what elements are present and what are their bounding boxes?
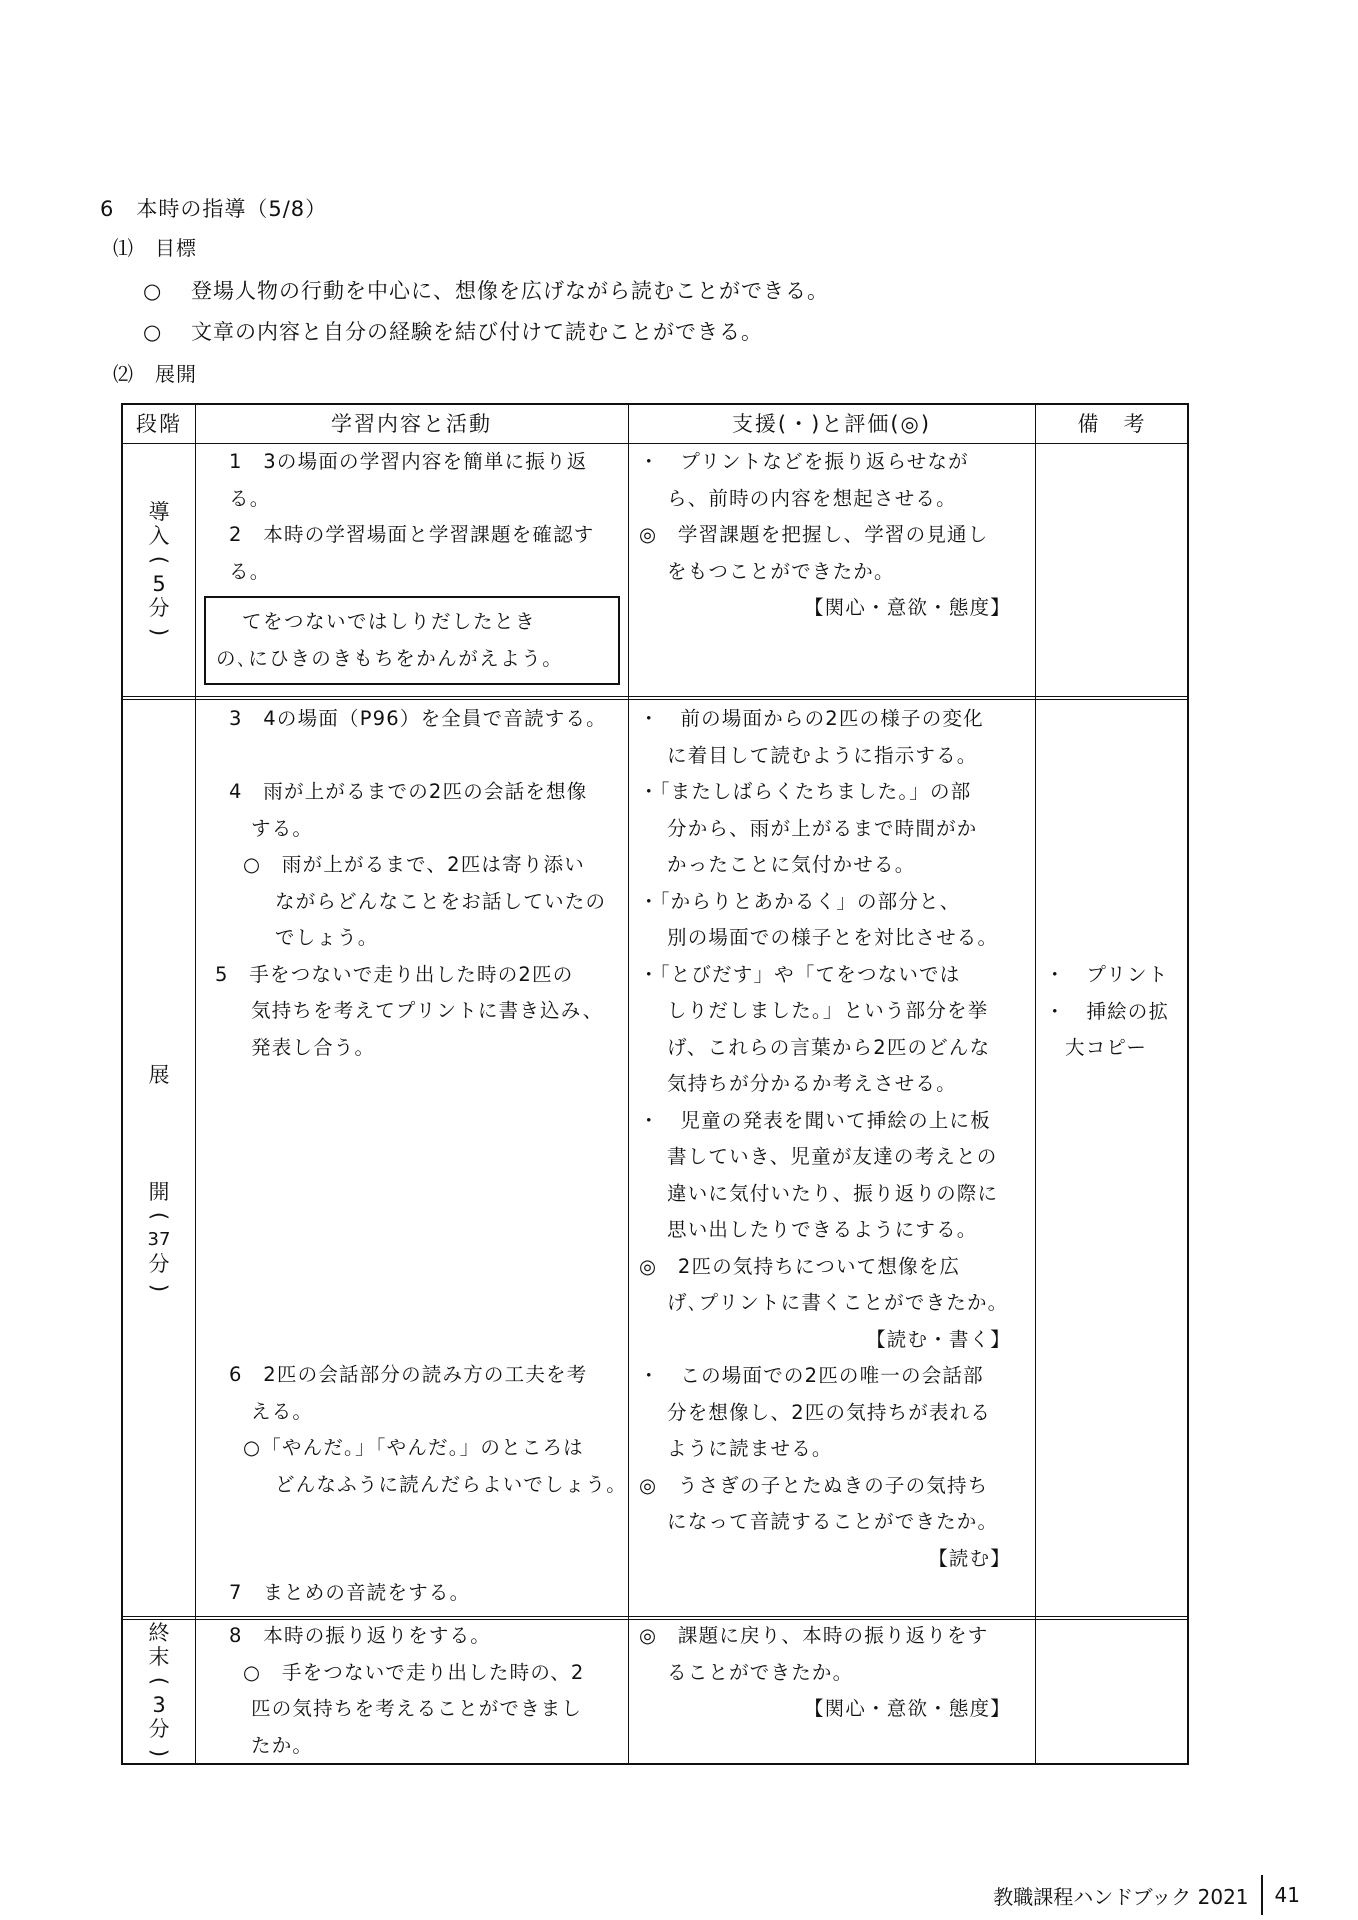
support-line: ◎ 2匹の気持ちについて想像を広 (639, 1254, 961, 1278)
end-activities (203, 1618, 625, 1764)
page-footer (993, 1878, 1300, 1912)
goal-text: 文章の内容と自分の経験を結び付けて読むことができる。 (191, 320, 763, 344)
end-support (639, 1618, 1025, 1728)
support-line: ることができたか。 (667, 1660, 854, 1684)
activity-line: ながらどんなことをお話していたの (275, 889, 607, 913)
stage-char: 3 (152, 1693, 166, 1717)
learning-task-box (204, 596, 620, 685)
activity-line: る。 (229, 486, 271, 510)
support-line: 違いに気付いたり、振り返りの際に (667, 1181, 999, 1205)
stage-char: 末 (148, 1645, 170, 1669)
main-activities-6 (203, 1357, 625, 1503)
stage-paren: ) (146, 1748, 171, 1758)
activity-line: 4 雨が上がるまでの2匹の会話を想像 (229, 780, 588, 803)
stage-paren: ) (146, 627, 171, 637)
column-divider (195, 405, 196, 1763)
support-line: げ､プリントに書くことができたか。 (667, 1291, 1009, 1314)
main-notes (1045, 957, 1185, 1067)
stage-intro (123, 453, 195, 691)
stage-paren: ( (146, 1211, 171, 1221)
page-number: 41 (1274, 1883, 1300, 1907)
note-line: ・ 挿絵の拡 (1045, 999, 1170, 1023)
header-notes: 備 考 (1077, 412, 1147, 436)
stage-char: 分 (148, 1252, 170, 1276)
book-title: 教職課程ハンドブック 2021 (993, 1884, 1249, 1909)
activity-line: 8 本時の振り返りをする。 (229, 1624, 492, 1647)
support-line: に着目して読むように指示する。 (667, 743, 978, 767)
goal-marker: ○ (143, 320, 163, 344)
activity-line: 1 3の場面の学習内容を簡単に振り返 (229, 450, 588, 473)
support-line: をもつことができたか。 (667, 559, 895, 583)
evaluation-tag: 【関心・意欲・態度】 (803, 596, 1011, 619)
column-divider (1035, 405, 1036, 1763)
task-line: の､にひきのきもちをかんがえよう｡ (216, 646, 554, 670)
stage-char: 37 (147, 1229, 171, 1250)
activity-line: ○ 雨が上がるまで、2匹は寄り添い (243, 853, 585, 876)
stage-char: 展 (148, 1063, 170, 1087)
activity-line: える。 (251, 1399, 314, 1423)
task-line: てをつないではしりだしたとき (242, 610, 537, 633)
support-line: 思い出したりできるようにする。 (667, 1218, 978, 1241)
activity-line: どんなふうに読んだらよいでしょう。 (275, 1472, 627, 1496)
support-line: ・ 児童の発表を聞いて挿絵の上に板 (639, 1108, 991, 1132)
support-line: になって音読することができたか。 (667, 1510, 999, 1533)
section-title: 6 本時の指導（5/8） (100, 197, 328, 221)
support-line: 気持ちが分かるか考えさせる。 (667, 1072, 957, 1095)
main-activity-7 (203, 1575, 625, 1612)
support-line: ・ この場面での2匹の唯一の会話部 (639, 1364, 984, 1387)
activity-line: でしょう。 (275, 926, 379, 949)
row-divider (123, 696, 1187, 700)
stage-end (123, 1621, 195, 1761)
intro-support (639, 444, 1025, 627)
support-line: 分を想像し、2匹の気持ちが表れる (667, 1400, 992, 1424)
support-line: ・「からりとあかるく」の部分と、 (639, 889, 961, 913)
support-line: ・ プリントなどを振り返らせなが (639, 450, 969, 473)
stage-main-bottom (123, 1145, 195, 1335)
activity-line: ○「やんだ｡」「やんだ｡」のところは (243, 1436, 584, 1459)
activity-line: 気持ちを考えてプリントに書き込み、 (251, 999, 604, 1022)
header-activities: 学習内容と活動 (331, 412, 492, 436)
activity-line: 5 手をつないで走り出した時の2匹の (215, 962, 574, 986)
activity-line: 匹の気持ちを考えることができまし (251, 1697, 583, 1720)
support-line: ◎ うさぎの子とたぬきの子の気持ち (639, 1473, 989, 1497)
stage-char: 5 (152, 572, 166, 596)
stage-main-top (123, 1045, 195, 1105)
stage-char: 開 (148, 1180, 170, 1204)
activity-line: 3 4の場面（P96）を全員で音読する。 (229, 707, 607, 730)
stage-char: 分 (148, 596, 170, 620)
activity-line: る。 (229, 559, 271, 583)
goal-text: 登場人物の行動を中心に、想像を広げながら読むことができる。 (191, 279, 829, 303)
stage-paren: ( (146, 555, 171, 565)
support-line: ・「またしばらくたちました｡」の部 (639, 780, 972, 803)
stage-char: 分 (148, 1717, 170, 1741)
footer-divider (1261, 1875, 1263, 1915)
goal-marker: ○ (143, 279, 163, 303)
goals-heading: ⑴ 目標 (113, 236, 197, 260)
support-line: 書していき、児童が友達の考えとの (667, 1145, 998, 1168)
support-line: ・「とびだす」や「てをつないでは (639, 962, 961, 986)
support-line: ように読ませる。 (667, 1437, 833, 1460)
activity-line: 7 まとめの音読をする。 (229, 1581, 471, 1604)
activity-line: たか。 (251, 1733, 314, 1757)
evaluation-tag: 【読む・書く】 (866, 1327, 1011, 1351)
support-line: ・ 前の場面からの2匹の様子の変化 (639, 707, 984, 730)
column-divider (628, 405, 629, 1763)
header-stage: 段階 (136, 412, 182, 436)
intro-activities (203, 444, 625, 590)
activity-line: ○ 手をつないで走り出した時の、2 (243, 1660, 585, 1684)
stage-char: 導 (148, 500, 170, 524)
support-line: げ、これらの言葉から2匹のどんな (667, 1035, 991, 1059)
goal-item (143, 275, 829, 305)
note-line: 大コピー (1065, 1036, 1148, 1059)
stage-paren: ) (146, 1283, 171, 1293)
development-heading: ⑵ 展開 (113, 362, 197, 386)
note-line: ・ プリント (1045, 963, 1169, 986)
stage-paren: ( (146, 1676, 171, 1686)
activity-line: する。 (251, 816, 314, 840)
support-line: しりだしました｡」という部分を挙 (667, 999, 989, 1022)
header-support: 支援(・)と評価(◎) (731, 412, 932, 436)
lesson-plan-table (121, 403, 1189, 1765)
support-line: 別の場面での様子とを対比させる。 (667, 926, 999, 949)
support-line: ◎ 学習課題を把握し、学習の見通し (639, 523, 989, 546)
stage-char: 入 (148, 524, 170, 548)
main-support (639, 701, 1025, 1577)
evaluation-tag: 【関心・意欲・態度】 (803, 1697, 1011, 1720)
activity-line: 発表し合う。 (251, 1035, 376, 1059)
support-line: ら、前時の内容を想起させる。 (667, 486, 957, 510)
stage-char: 終 (148, 1621, 170, 1645)
evaluation-tag: 【読む】 (928, 1546, 1011, 1570)
activity-line (203, 738, 625, 775)
support-line: 分から、雨が上がるまで時間がか (667, 816, 978, 840)
activity-line: 2 本時の学習場面と学習課題を確認す (229, 523, 595, 546)
support-line: かったことに気付かせる。 (667, 853, 916, 876)
main-activities (203, 701, 625, 1066)
goal-item (143, 316, 763, 346)
activity-line: 6 2匹の会話部分の読み方の工夫を考 (229, 1363, 588, 1386)
support-line: ◎ 課題に戻り、本時の振り返りをす (639, 1624, 989, 1647)
